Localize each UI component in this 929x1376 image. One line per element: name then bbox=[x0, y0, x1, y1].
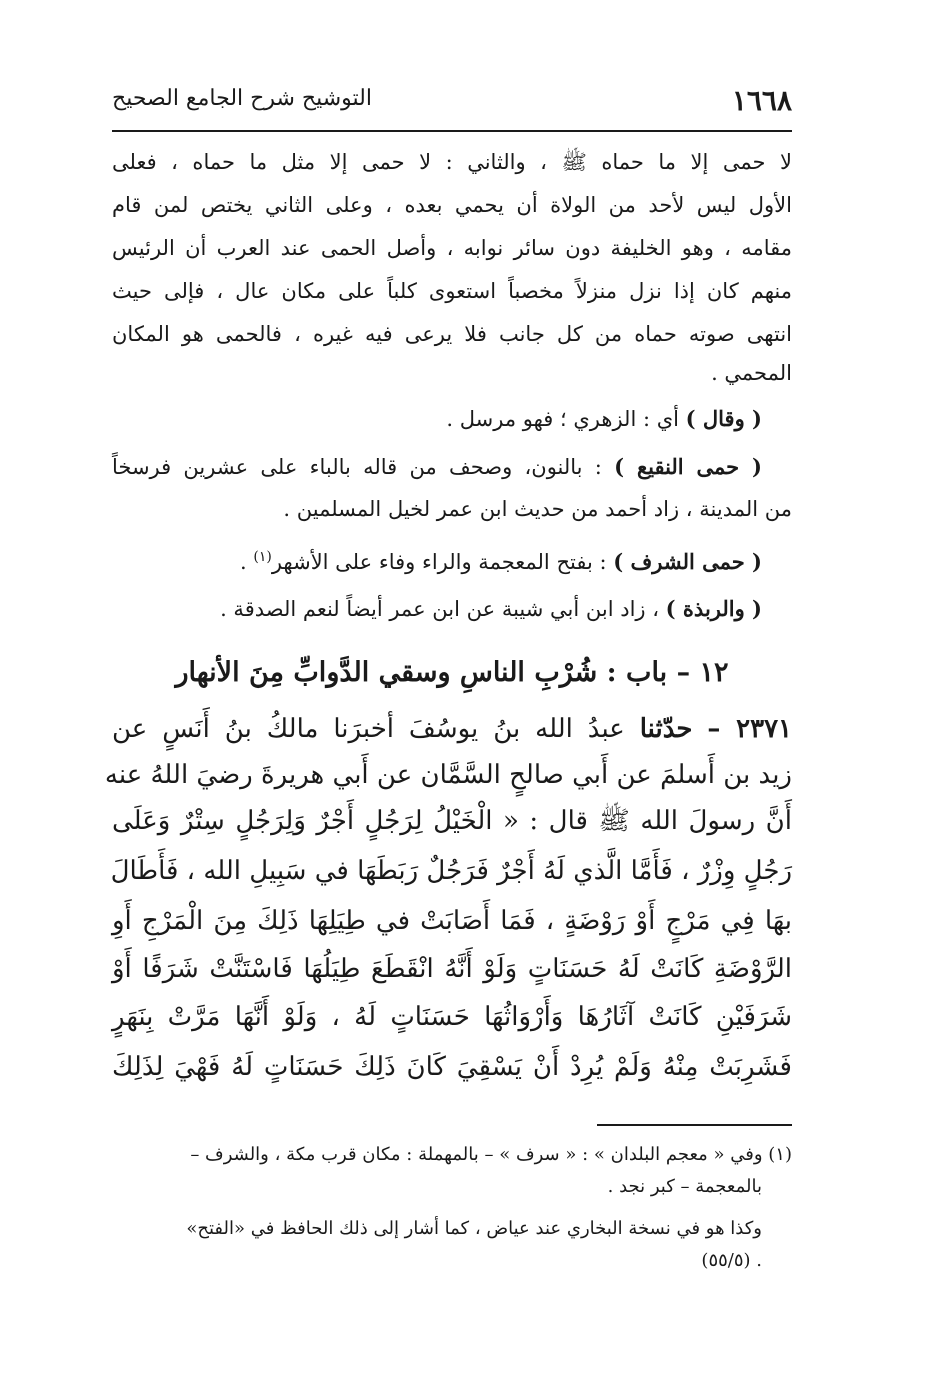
hadith-line: فَشَرِبَتْ مِنْهُ وَلَمْ يُرِدْ أَنْ يَسْقِيَ كَانَ ذَلِكَ حَسَنَاتٍ لَهُ فَهْيَ لِذَلِكَ bbox=[112, 1052, 792, 1082]
commentary-line: مقامه ، وهو الخليفة دون سائر نوابه ، وأصل الحمى عند العرب أن الرئيس bbox=[112, 236, 792, 260]
commentary-line: من المدينة ، زاد أحمد من حديث ابن عمر لخيل المسلمين . bbox=[283, 497, 792, 521]
term-text: : بالنون، وصحف من قاله بالباء على عشرين فرسخاً bbox=[112, 455, 615, 479]
commentary-line: لا حمى إلا ما حماه ﷺ ، والثاني : لا حمى إلا مثل ما حماه ، فعلى bbox=[112, 150, 792, 174]
chapter-heading: ١٢ – باب : شُرْبِ الناسِ وسقي الدَّوابِّ مِنَ الأنهار bbox=[175, 657, 729, 688]
term-text: أي : الزهري ؛ فهو مرسل . bbox=[446, 407, 686, 431]
term-rabadha: ( والربذة ) bbox=[665, 596, 762, 621]
footnote-line: وكذا هو في نسخة البخاري عند عياض ، كما أشار إلى ذلك الحافظ في «الفتح» bbox=[186, 1218, 762, 1239]
hadith-opening: حدّثنا bbox=[639, 714, 693, 744]
commentary-hima-naqi bbox=[112, 446, 762, 488]
commentary-line: المحمي . bbox=[711, 361, 792, 385]
commentary-line: منهم كان إذا نزل منزلاً مخصباً استعوى كلباً على مكان عال ، فإلى حيث bbox=[112, 279, 792, 303]
commentary-rabadha bbox=[112, 588, 762, 630]
footnote-line: . (٥٥/٥) bbox=[701, 1250, 762, 1271]
term-text: ، زاد ابن أبي شيبة عن ابن عمر أيضاً لنعم الصدقة . bbox=[220, 597, 666, 621]
commentary-wa-qal bbox=[112, 398, 762, 440]
header-rule bbox=[112, 130, 792, 132]
hadith-line bbox=[112, 706, 792, 752]
hadith-number: ٢٣٧١ – bbox=[707, 714, 792, 744]
hadith-line: أَنَّ رسولَ الله ﷺ قال : « الْخَيْلُ لِرَجُلٍ أَجْرٌ وَلِرَجُلٍ سِتْرٌ وَعَلَى bbox=[112, 806, 792, 836]
hadith-line: رَجُلٍ وِزْرٌ ، فَأَمَّا الَّذي لَهُ أَجْرٌ فَرَجُلٌ رَبَطَهَا في سَبِيلِ الله ، فَأَطَالَ bbox=[110, 856, 792, 886]
hadith-text: عبدُ الله بنُ يوسُفَ أخبرَنا مالكُ بنُ أَنَسٍ عن bbox=[112, 714, 640, 744]
hadith-line: زيد بن أَسلمَ عن أَبي صالحٍ السَّمَّان عن أَبي هريرةَ رضيَ اللهُ عنه bbox=[104, 760, 792, 790]
footnote-ref[interactable]: (١) bbox=[253, 549, 272, 565]
term-text-end: . bbox=[240, 550, 254, 574]
commentary-line: الأول ليس لأحد من الولاة أن يحمي بعده ، وعلى الثاني يختص لمن قام bbox=[112, 193, 792, 217]
commentary-line: انتهى صوته حماه من كل جانب فلا يرعى فيه غيره ، فالحمى هو المكان bbox=[112, 322, 792, 346]
hadith-line: الرَّوْضَةِ كَانَتْ لَهُ حَسَنَاتٍ وَلَوْ أَنَّهُ انْقَطَعَ طِيَلُهَا فَاسْتَنَّتْ شَرَفًا أَوْ bbox=[112, 954, 793, 984]
running-title: التوشيح شرح الجامع الصحيح bbox=[112, 86, 372, 111]
term-hima-naqi: ( حمى النقيع ) bbox=[614, 454, 762, 479]
footnote-line: بالمعجمة – كبر نجد . bbox=[607, 1176, 762, 1197]
footnote-rule bbox=[597, 1124, 792, 1126]
term-wa-qal: ( وقال ) bbox=[685, 406, 762, 431]
page-number: ١٦٦٨ bbox=[731, 84, 792, 117]
commentary-hima-sharaf bbox=[112, 536, 762, 583]
term-hima-sharaf: ( حمى الشرف ) bbox=[613, 549, 762, 574]
hadith-line: بهَا فِي مَرْجٍ أَوْ رَوْضَةٍ ، فَمَا أَصَابَتْ في طِيَلِهَا ذَلِكَ مِنَ الْمَرْجِ أَوِ bbox=[112, 906, 792, 936]
hadith-line: شَرَفَيْنِ كَانَتْ آثَارُهَا وَأَرْوَاثُهَا حَسَنَاتٍ لَهُ ، وَلَوْ أَنَّهَا مَرَّتْ بِنَهَرٍ bbox=[112, 1002, 792, 1032]
footnote-line: (١) وفي « معجم البلدان » : « سرف » – بالمهملة : مكان قرب مكة ، والشرف – bbox=[190, 1144, 792, 1165]
term-text: : بفتح المعجمة والراء وفاء على الأشهر bbox=[271, 550, 614, 574]
